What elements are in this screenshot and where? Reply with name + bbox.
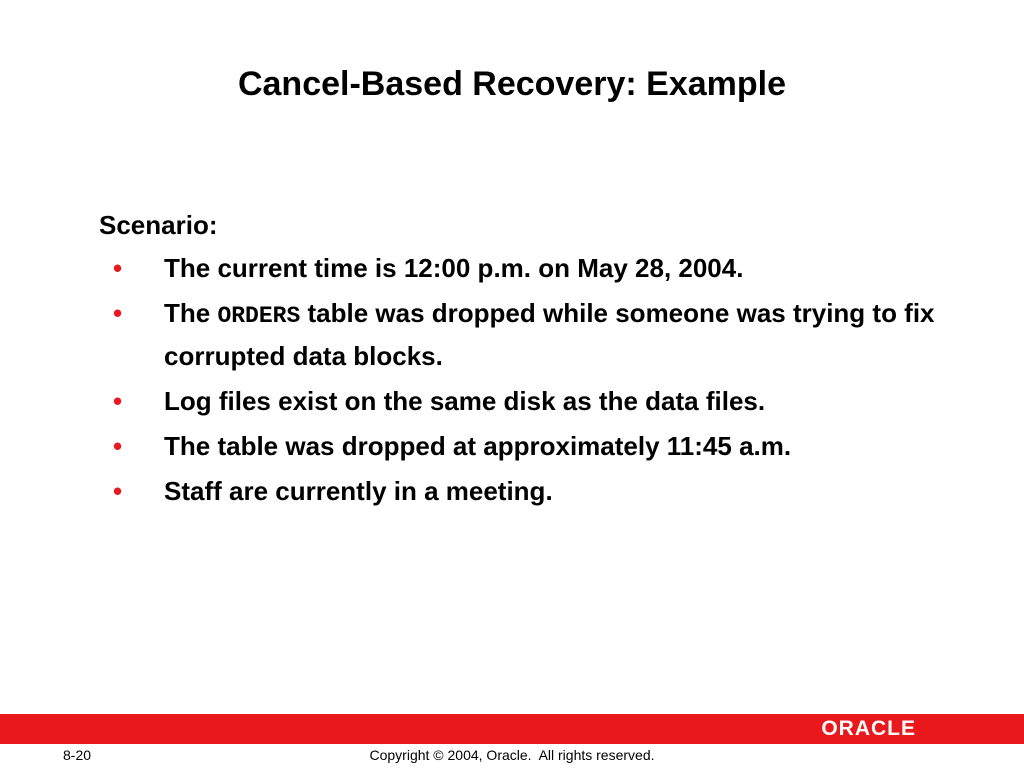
oracle-logo: ORACLE: [821, 717, 916, 740]
page-number: 8-20: [63, 747, 92, 763]
bullet-icon: •: [113, 386, 123, 416]
bullet-icon: •: [113, 431, 123, 461]
bullet-item: [99, 248, 959, 288]
bullet-text: The table was dropped at approximately 11:45 a.m.: [164, 431, 792, 461]
bullet-text-suffix: table was dropped while someone was trying to fix corrupted data blocks.: [164, 298, 935, 371]
bullet-item: [99, 426, 959, 466]
bullet-icon: •: [113, 298, 123, 328]
table-name-code: ORDERS: [217, 303, 301, 329]
bullet-text: Staff are currently in a meeting.: [164, 476, 553, 506]
slide-title: Cancel-Based Recovery: Example: [237, 65, 787, 103]
scenario-label: Scenario:: [99, 210, 218, 240]
copyright-notice: Copyright © 2004, Oracle. All rights reserved.: [369, 747, 655, 763]
bullet-list: [99, 248, 959, 511]
bullet-text: The current time is 12:00 p.m. on May 28, 2004.: [164, 253, 744, 283]
bullet-item: [99, 471, 959, 511]
bullet-text: Log files exist on the same disk as the data files.: [164, 386, 766, 416]
bullet-text-prefix: The: [164, 298, 218, 328]
slide-content: [99, 206, 959, 516]
bullet-icon: •: [113, 476, 123, 506]
bullet-item: [99, 381, 959, 421]
footer-bar: [0, 714, 1024, 744]
bullet-item: [99, 293, 959, 376]
bullet-icon: •: [113, 253, 123, 283]
